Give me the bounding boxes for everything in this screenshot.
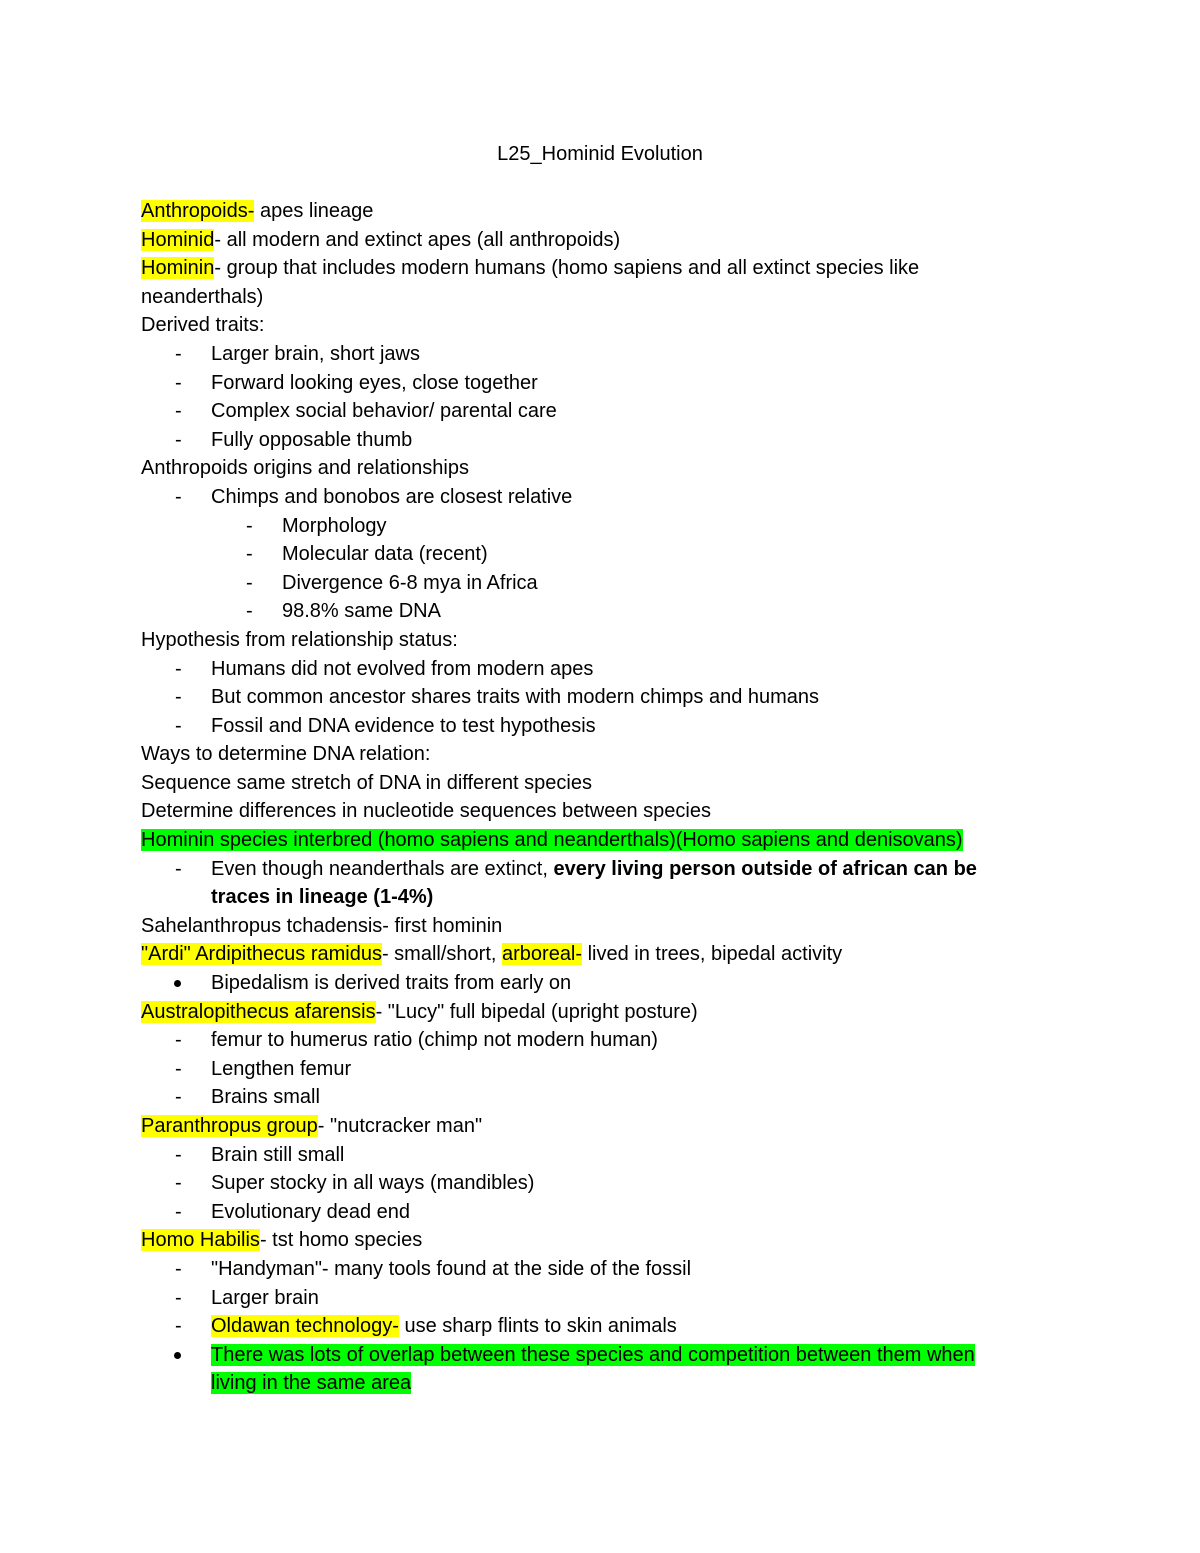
list-item-text: Bipedalism is derived traits from early on xyxy=(211,972,572,995)
dash-marker: - xyxy=(175,400,182,423)
highlight-term: Australopithecus afarensis xyxy=(141,1000,376,1023)
sub-list-item xyxy=(141,569,1051,598)
definition-text: - group that includes modern humans (homo sapiens and all extinct species like xyxy=(214,257,920,280)
dash-marker: - xyxy=(175,686,182,709)
definition-hominid xyxy=(141,226,1051,255)
definition-text: - tst homo species xyxy=(259,1229,423,1252)
ardi-line xyxy=(141,940,1051,969)
list-item-text: "Handyman"- many tools found at the side of the fossil xyxy=(211,1257,692,1280)
highlight-term: Oldawan technology- xyxy=(211,1315,399,1338)
list-item xyxy=(141,683,1051,712)
dash-marker: - xyxy=(175,657,182,680)
list-item xyxy=(141,426,1051,455)
bold-text: every living person outside of african can be xyxy=(553,857,977,880)
interbred-heading xyxy=(141,826,1051,855)
dash-marker: - xyxy=(175,714,182,737)
list-item-text: use sharp flints to skin animals xyxy=(398,1315,677,1338)
dash-marker: - xyxy=(175,857,182,880)
bullet-item-cont xyxy=(141,1369,1051,1398)
dash-marker: - xyxy=(246,600,253,623)
bullet-item xyxy=(141,1341,1051,1370)
habilis-line xyxy=(141,1226,1051,1255)
list-item xyxy=(141,1169,1051,1198)
list-item xyxy=(141,1055,1051,1084)
dash-marker: - xyxy=(175,1315,182,1338)
highlight-term: Hominid xyxy=(141,228,215,251)
document-title: L25_Hominid Evolution xyxy=(497,143,703,165)
list-item xyxy=(141,483,1051,512)
dash-marker: - xyxy=(175,1143,182,1166)
sub-list-item xyxy=(141,540,1051,569)
dash-marker: - xyxy=(175,342,182,365)
list-item-text: Larger brain xyxy=(211,1286,319,1309)
highlight-green: Hominin species interbred (homo sapiens and neanderthals)(Homo sapiens and denisovans) xyxy=(141,829,963,852)
list-item-text: Lengthen femur xyxy=(211,1057,352,1080)
definition-hominin-cont: neanderthals) xyxy=(141,285,264,308)
highlight-term: Homo Habilis xyxy=(141,1229,260,1252)
list-item-text: Humans did not evolved from modern apes xyxy=(211,657,594,680)
list-item xyxy=(141,1312,1051,1341)
list-item-text: Fully opposable thumb xyxy=(211,428,413,451)
list-item-text: Molecular data (recent) xyxy=(282,543,488,566)
list-item xyxy=(141,712,1051,741)
dash-marker: - xyxy=(175,1257,182,1280)
highlight-term: arboreal- xyxy=(502,943,583,966)
list-item-text: femur to humerus ratio (chimp not modern human) xyxy=(211,1029,658,1052)
dash-marker: - xyxy=(175,428,182,451)
dash-marker: - xyxy=(246,571,253,594)
dna-line: Sequence same stretch of DNA in different species xyxy=(141,771,592,794)
document-body xyxy=(141,197,1051,1398)
heading-hypothesis: Hypothesis from relationship status: xyxy=(141,628,458,651)
list-item-text: Forward looking eyes, close together xyxy=(211,371,538,394)
dash-marker: - xyxy=(175,1172,182,1195)
dash-marker: - xyxy=(175,1200,182,1223)
list-item-text: Complex social behavior/ parental care xyxy=(211,400,557,423)
sub-list-item xyxy=(141,597,1051,626)
dash-marker: - xyxy=(175,485,182,508)
definition-text: apes lineage xyxy=(254,200,374,222)
list-item-text: Chimps and bonobos are closest relative xyxy=(211,485,573,508)
highlight-term: "Ardi" Ardipithecus ramidus xyxy=(141,943,382,966)
list-item-text: 98.8% same DNA xyxy=(282,600,441,623)
sub-list-item xyxy=(141,512,1051,541)
list-item xyxy=(141,369,1051,398)
list-item-text: Super stocky in all ways (mandibles) xyxy=(211,1172,535,1195)
heading-origins: Anthropoids origins and relationships xyxy=(141,457,469,480)
list-item xyxy=(141,1255,1051,1284)
list-item xyxy=(141,1083,1051,1112)
list-item xyxy=(141,1284,1051,1313)
heading-derived-traits: Derived traits: xyxy=(141,314,265,337)
dash-marker: - xyxy=(175,1086,182,1109)
heading-dna-relation: Ways to determine DNA relation: xyxy=(141,743,431,766)
list-item xyxy=(141,655,1051,684)
list-item xyxy=(141,1026,1051,1055)
highlight-green: living in the same area xyxy=(211,1372,412,1395)
highlight-term: Paranthropus group xyxy=(141,1115,318,1137)
list-item-text: Morphology xyxy=(282,514,387,537)
dash-marker: - xyxy=(175,1029,182,1052)
sahelanthropus-line: Sahelanthropus tchadensis- first hominin xyxy=(141,914,503,937)
list-item xyxy=(141,1141,1051,1170)
list-item-text: But common ancestor shares traits with modern chimps and humans xyxy=(211,686,820,709)
bold-text: traces in lineage (1-4%) xyxy=(211,886,434,909)
definition-text: - "nutcracker man" xyxy=(317,1115,483,1137)
list-item-text: Even though neanderthals are extinct, xyxy=(211,857,554,880)
definition-anthropoids xyxy=(141,197,1051,226)
highlight-term: Hominin xyxy=(141,257,215,280)
list-item-cont xyxy=(141,883,1051,912)
list-item-text: Brain still small xyxy=(211,1143,345,1166)
list-item-text: Brains small xyxy=(211,1086,320,1109)
list-item-text: Divergence 6-8 mya in Africa xyxy=(282,571,538,594)
definition-text: - small/short, xyxy=(381,943,502,966)
bullet-dot-icon xyxy=(174,980,181,987)
list-item-text: Fossil and DNA evidence to test hypothesis xyxy=(211,714,596,737)
list-item xyxy=(141,340,1051,369)
highlight-green: There was lots of overlap between these species and competition between them when xyxy=(211,1343,975,1366)
list-item-text: Larger brain, short jaws xyxy=(211,342,420,365)
dash-marker: - xyxy=(246,514,253,537)
dash-marker: - xyxy=(175,371,182,394)
dash-marker: - xyxy=(246,543,253,566)
highlight-term: Anthropoids- xyxy=(141,200,255,222)
list-item xyxy=(141,397,1051,426)
definition-text: lived in trees, bipedal activity xyxy=(582,943,843,966)
definition-text: - "Lucy" full bipedal (upright posture) xyxy=(375,1000,698,1023)
dash-marker: - xyxy=(175,1286,182,1309)
list-item xyxy=(141,855,1051,884)
dash-marker: - xyxy=(175,1057,182,1080)
definition-hominin xyxy=(141,254,1051,283)
afarensis-line xyxy=(141,998,1051,1027)
list-item xyxy=(141,1198,1051,1227)
bullet-item xyxy=(141,969,1051,998)
paranthropus-line xyxy=(141,1112,1051,1141)
definition-text: - all modern and extinct apes (all anthropoids) xyxy=(214,228,621,251)
dna-line: Determine differences in nucleotide sequences between species xyxy=(141,800,711,823)
list-item-text: Evolutionary dead end xyxy=(211,1200,411,1223)
bullet-dot-icon xyxy=(174,1352,181,1359)
